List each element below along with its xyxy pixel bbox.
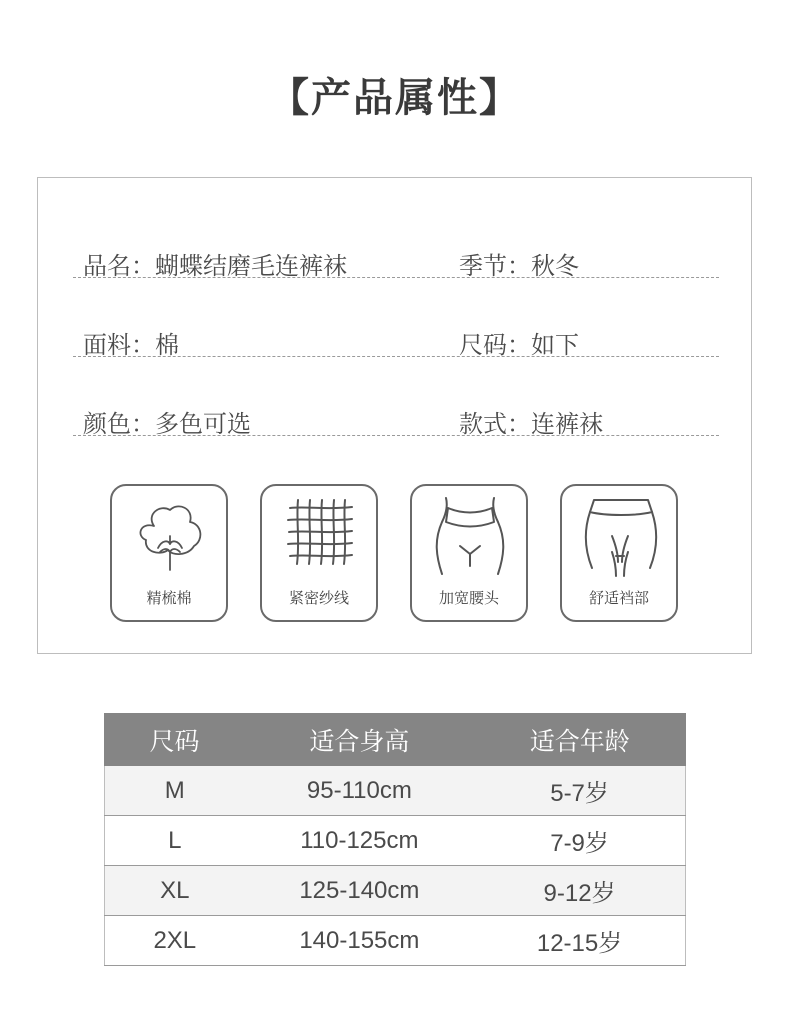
cell-size: 2XL [105, 916, 245, 966]
attribute-row [73, 277, 719, 357]
size-table-header-row [105, 714, 686, 766]
cell-height: 95-110cm [245, 766, 475, 816]
tights-crotch-icon [582, 496, 658, 578]
feature-combed-cotton [110, 484, 228, 622]
column-header-size: 尺码 [105, 714, 245, 766]
table-row [105, 766, 686, 816]
feature-label: 舒适裆部 [588, 589, 649, 607]
cell-size: M [105, 766, 245, 816]
feature-dense-yarn [260, 484, 378, 622]
cotton-flower-icon [132, 496, 208, 576]
attribute-style: 款式：连裤袜 [459, 410, 603, 438]
cell-age: 7-9岁 [474, 816, 685, 866]
cell-age: 9-12岁 [474, 866, 685, 916]
column-header-height: 适合身高 [245, 714, 475, 766]
attribute-season: 季节：秋冬 [459, 252, 579, 280]
cell-age: 12-15岁 [474, 916, 685, 966]
cell-age: 5-7岁 [474, 766, 685, 816]
feature-label: 精梳棉 [146, 589, 192, 607]
feature-comfort-crotch [560, 484, 678, 622]
attribute-fabric: 面料：棉 [83, 331, 179, 359]
column-header-age: 适合年龄 [474, 714, 685, 766]
cell-size: XL [105, 866, 245, 916]
feature-label: 紧密纱线 [288, 589, 349, 607]
attribute-color: 颜色：多色可选 [83, 410, 251, 438]
cell-size: L [105, 816, 245, 866]
attribute-product-name: 品名：蝴蝶结磨毛连裤袜 [83, 252, 347, 280]
table-row [105, 816, 686, 866]
waistband-icon [432, 496, 508, 578]
attribute-size: 尺码：如下 [459, 331, 579, 359]
size-table [104, 713, 686, 966]
page-title: 【产品属性】 [269, 75, 521, 121]
attribute-row [73, 356, 719, 436]
yarn-grid-icon [282, 496, 358, 576]
table-row [105, 916, 686, 966]
cell-height: 110-125cm [245, 816, 475, 866]
attribute-row [73, 198, 719, 278]
attributes-panel [37, 177, 752, 654]
cell-height: 140-155cm [245, 916, 475, 966]
table-row [105, 866, 686, 916]
cell-height: 125-140cm [245, 866, 475, 916]
feature-wide-waistband [410, 484, 528, 622]
feature-label: 加宽腰头 [438, 589, 499, 607]
